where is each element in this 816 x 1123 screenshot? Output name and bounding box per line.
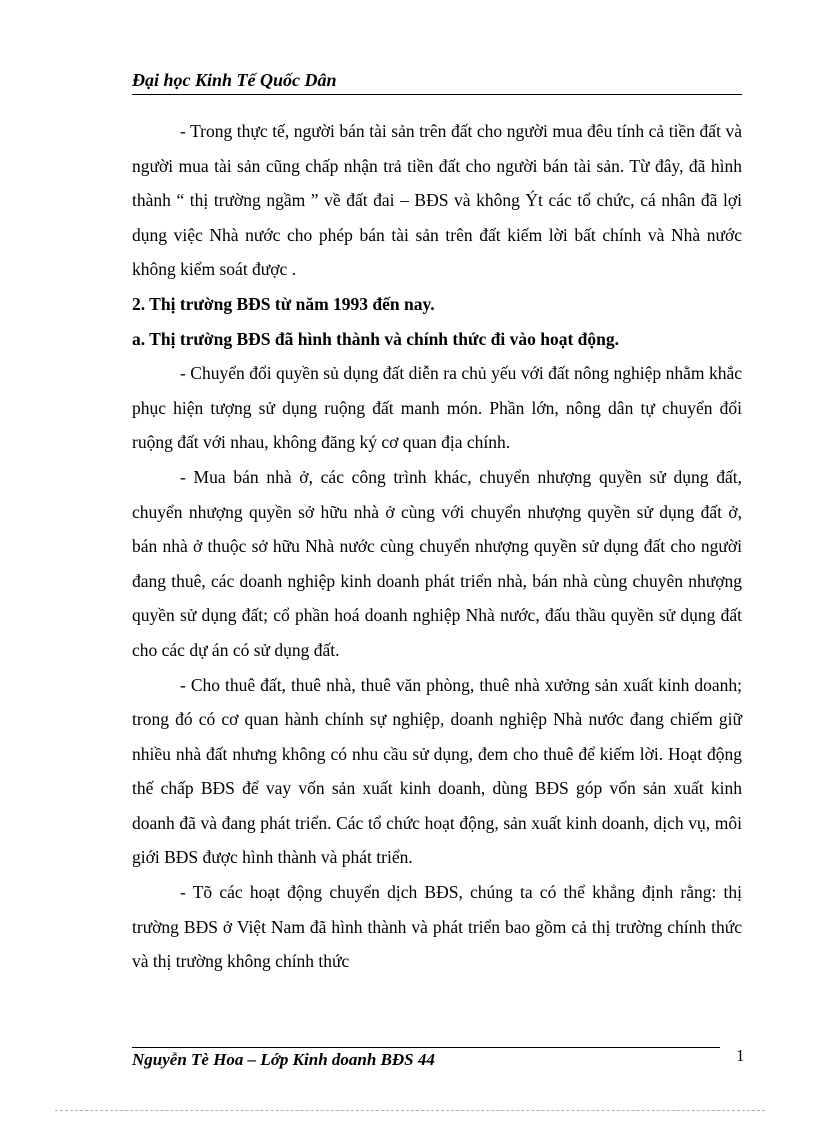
- paragraph: - Chuyển đổi quyền sủ dụng đất diễn ra chủ yếu với đất nông nghiệp nhằm khắc phục hiện tượng sử dụng ruộng đất manh món. Phần lớn, nông dân tự chuyển đổi ruộng đất với nhau, không đăng ký cơ quan địa chính.: [132, 363, 742, 453]
- paragraph: - Mua bán nhà ở, các công trình khác, chuyển nhượng quyền sử dụng đất, chuyển nhượng quyền sở hữu nhà ở cùng với chuyển nhượng quyền sử dụng đất ở, bán nhà ở thuộc sở hữu Nhà nước cùng chuyển nhượng quyền sử dụng đất cho người đang thuê, các doanh nghiệp kinh doanh phát triển nhà, bán nhà cùng chuyên nhượng quyền sử dụng đất; cổ phần hoá doanh nghiệp Nhà nước, đấu thầu quyền sử dụng đất cho các dự án có sử dụng đất.: [132, 466, 742, 660]
- section-heading: 2. Thị trường BĐS từ năm 1993 đến nay.: [132, 293, 435, 314]
- paragraph: - Trong thực tế, người bán tài sản trên đất cho người mua đêu tính cả tiền đất và người mua tài sản cũng chấp nhận trả tiền đất cho người bán tài sản. Từ đây, đã hình thành “ thị trường ngầm ” về đất đai – BĐS và không Ýt các tổ chức, cá nhân đã lợi dụng việc Nhà nước cho phép bán tài sản trên đất kiếm lời bất chính và Nhà nước không kiểm soát được .: [132, 121, 742, 280]
- page-number: 1: [736, 1046, 745, 1065]
- page-break-line: [55, 1110, 765, 1111]
- subsection-heading: a. Thị trường BĐS đã hình thành và chính thức đi vào hoạt động.: [132, 328, 619, 349]
- paragraph: - Cho thuê đất, thuê nhà, thuê văn phòng, thuê nhà xưởng sản xuất kinh doanh; trong đó có cơ quan hành chính sự nghiệp, doanh nghiệp Nhà nước đang chiếm giữ nhiều nhà đất nhưng không có nhu cầu sử dụng, đem cho thuê để kiếm lời. Hoạt động thế chấp BĐS để vay vốn sản xuất kinh doanh, dùng BĐS góp vốn sản xuất kinh doanh đã và đang phát triển. Các tổ chức hoạt động, sản xuất kinh doanh, dịch vụ, môi giới BĐS được hình thành và phát triển.: [132, 674, 742, 868]
- footer-divider: [132, 1047, 720, 1048]
- footer-author: Nguyễn Tè Hoa – Lớp Kinh doanh BĐS 44: [132, 1050, 435, 1069]
- header-title: Đại học Kinh Tế Quốc Dân: [132, 70, 337, 90]
- document-body: [132, 114, 742, 979]
- page-header: [132, 68, 742, 95]
- paragraph: - Tõ các hoạt động chuyển dịch BĐS, chúng ta có thể khẳng định rằng: thị trường BĐS ở Việt Nam đã hình thành và phát triển bao gồm cả thị trường chính thức và thị trường không chính thức: [132, 882, 742, 972]
